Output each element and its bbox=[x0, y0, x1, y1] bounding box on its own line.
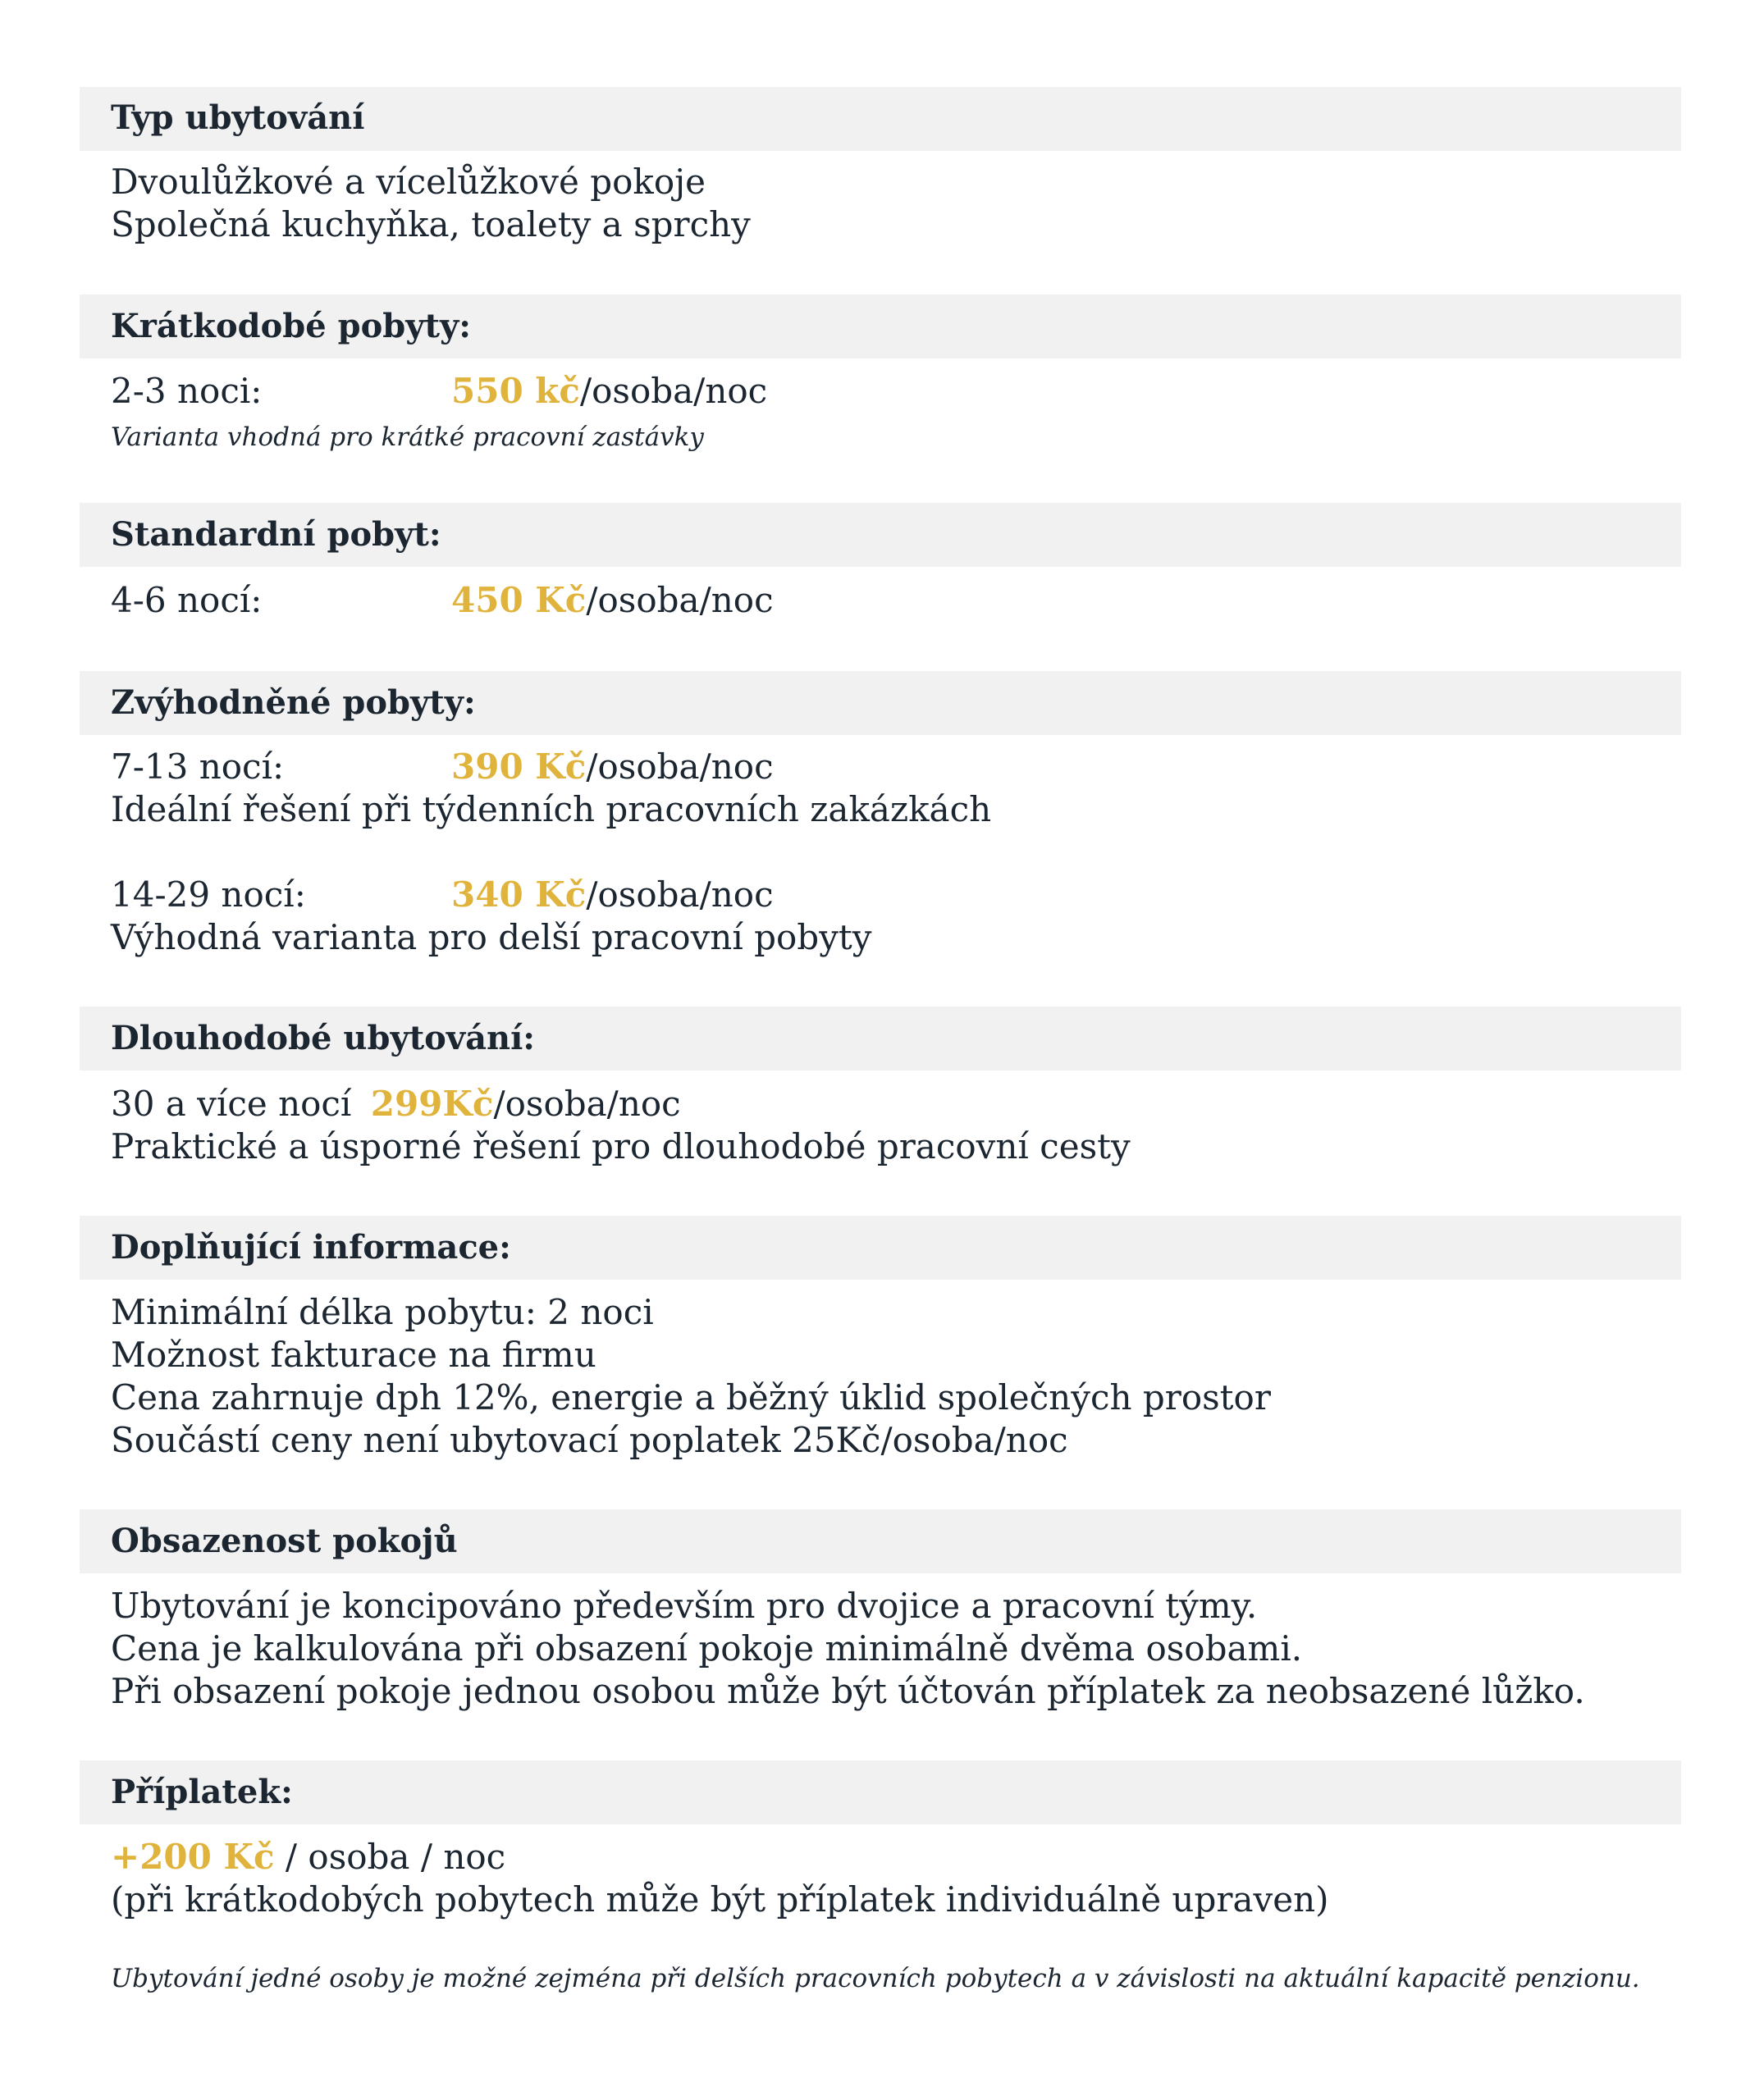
info-line-4: Součástí ceny není ubytovací poplatek 25Kč/osoba/noc bbox=[111, 1420, 1068, 1460]
price-row-kratkodobe bbox=[111, 370, 1588, 413]
footnote: Ubytování jedné osoby je možné zejména při delších pracovních pobytech a v závislosti na aktuální kapacitě penzionu. bbox=[111, 1964, 1640, 1993]
price-value: 299Kč bbox=[370, 1084, 494, 1124]
info-line-3: Cena zahrnuje dph 12%, energie a běžný úklid společných prostor bbox=[111, 1377, 1271, 1418]
typ-line-1: Dvoulůžkové a vícelůžkové pokoje bbox=[111, 162, 706, 202]
price-value: 390 Kč bbox=[451, 746, 587, 787]
price-value: 340 Kč bbox=[451, 874, 587, 915]
info-line-2: Možnost fakturace na firmu bbox=[111, 1335, 596, 1375]
info-line-1: Minimální délka pobytu: 2 noci bbox=[111, 1292, 654, 1332]
price-row-dlouhodobe bbox=[111, 1083, 681, 1125]
section-title-typ: Typ ubytování bbox=[111, 98, 365, 137]
section-title-zvyhodnene: Zvýhodněné pobyty: bbox=[111, 683, 476, 722]
nights-label: 2-3 noci: bbox=[111, 371, 263, 411]
kratkodobe-note: Varianta vhodná pro krátké pracovní zastávky bbox=[111, 422, 704, 452]
price-value: 450 Kč bbox=[451, 580, 587, 620]
obsazenost-line-3: Při obsazení pokoje jednou osobou může být účtován příplatek za neobsazené lůžko. bbox=[111, 1671, 1585, 1711]
section-title-standardni: Standardní pobyt: bbox=[111, 515, 441, 554]
nights-label: 7-13 nocí: bbox=[111, 746, 285, 787]
typ-line-2: Společná kuchyňka, toalety a sprchy bbox=[111, 204, 751, 244]
price-row-priplatek bbox=[111, 1836, 505, 1879]
nights-label: 14-29 nocí: bbox=[111, 874, 306, 915]
nights-label: 4-6 nocí: bbox=[111, 580, 263, 620]
nights-label: 30 a více nocí bbox=[111, 1084, 352, 1124]
obsazenost-line-2: Cena je kalkulována při obsazení pokoje minimálně dvěma osobami. bbox=[111, 1628, 1303, 1669]
price-row-zvyhodnene-2 bbox=[111, 874, 1588, 916]
section-title-dlouhodobe: Dlouhodobé ubytování: bbox=[111, 1019, 536, 1057]
price-unit: /osoba/noc bbox=[579, 371, 768, 411]
section-title-priplatek: Příplatek: bbox=[111, 1773, 293, 1811]
obsazenost-line-1: Ubytování je koncipováno především pro dvojice a pracovní týmy. bbox=[111, 1586, 1258, 1626]
zvyhodnene-2-note: Výhodná varianta pro delší pracovní pobyty bbox=[111, 917, 872, 957]
section-title-obsazenost: Obsazenost pokojů bbox=[111, 1522, 458, 1560]
price-row-standardni bbox=[111, 579, 1588, 622]
price-unit: /osoba/noc bbox=[586, 874, 774, 915]
section-title-doplnujici: Doplňující informace: bbox=[111, 1228, 511, 1267]
price-unit: /osoba/noc bbox=[586, 580, 774, 620]
price-value: +200 Kč bbox=[111, 1837, 275, 1877]
section-header-band bbox=[80, 1760, 1681, 1824]
section-title-kratkodobe: Krátkodobé pobyty: bbox=[111, 307, 471, 345]
priplatek-note: (při krátkodobých pobytech může být příplatek individuálně upraven) bbox=[111, 1879, 1329, 1920]
price-value: 550 kč bbox=[451, 371, 580, 411]
price-unit: /osoba/noc bbox=[493, 1084, 681, 1124]
dlouhodobe-note: Praktické a úsporné řešení pro dlouhodobé pracovní cesty bbox=[111, 1126, 1131, 1166]
price-unit: /osoba/noc bbox=[586, 746, 774, 787]
price-row-zvyhodnene-1 bbox=[111, 746, 1588, 788]
price-unit: / osoba / noc bbox=[274, 1837, 506, 1877]
zvyhodnene-1-note: Ideální řešení při týdenních pracovních zakázkách bbox=[111, 789, 992, 829]
